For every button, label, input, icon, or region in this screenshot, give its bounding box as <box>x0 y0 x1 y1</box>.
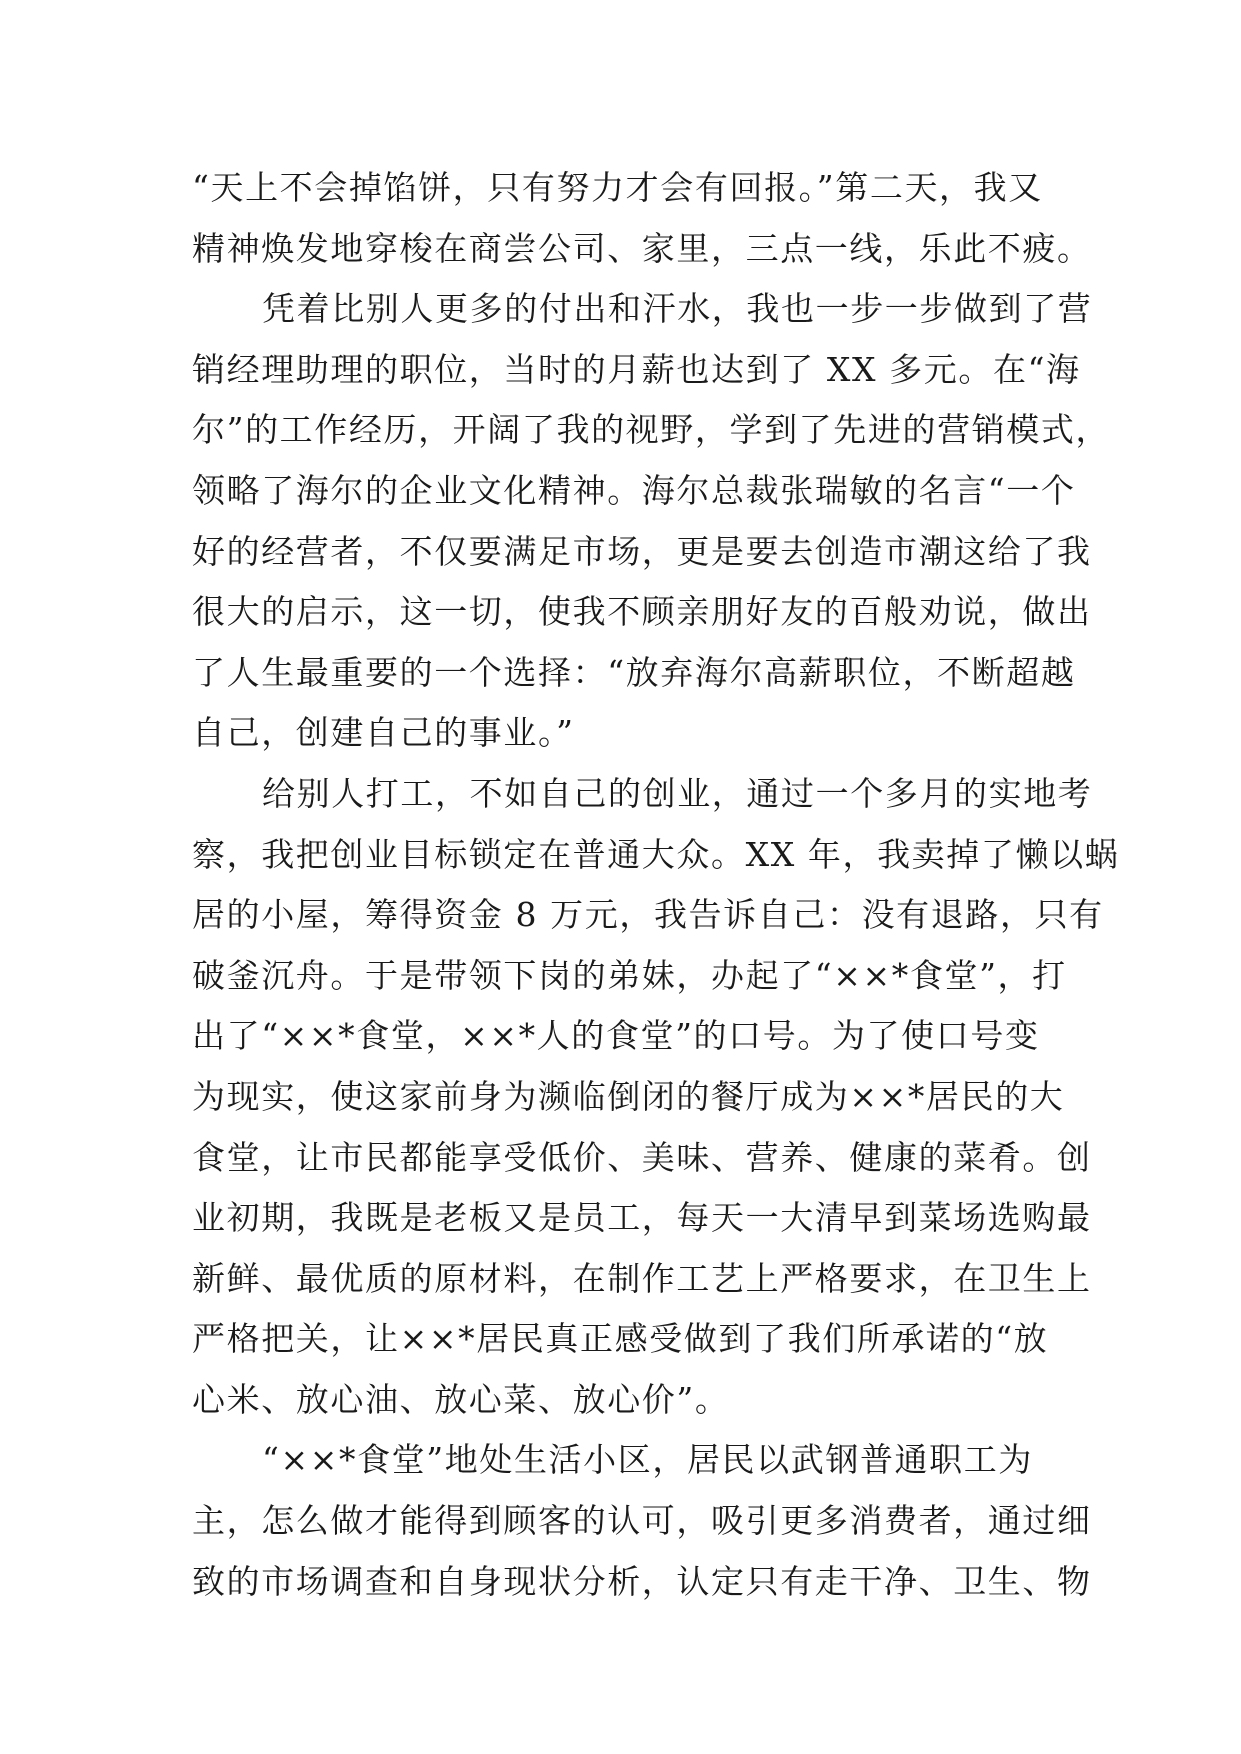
text-line: 尔”的工作经历，开阔了我的视野，学到了先进的营销模式， <box>192 410 1111 450</box>
text-line: 为现实，使这家前身为濒临倒闭的餐厅成为××*居民的大 <box>192 1076 1065 1116</box>
body-text <box>192 158 1120 1612</box>
text-line: 居的小屋，筹得资金 8 万元，我告诉自己：没有退路，只有 <box>192 895 1104 935</box>
text-line: 好的经营者，不仅要满足市场，更是要去创造市潮这给了我 <box>192 531 1092 571</box>
text-line: 出了“××*食堂，××*人的食堂”的口号。为了使口号变 <box>192 1016 1040 1056</box>
text-line: 领略了海尔的企业文化精神。海尔总裁张瑞敏的名言“一个 <box>192 470 1076 510</box>
text-line: 业初期，我既是老板又是员工，每天一大清早到菜场选购最 <box>192 1198 1092 1238</box>
text-line: 破釜沉舟。于是带领下岗的弟妹，办起了“××*食堂”，打 <box>192 955 1067 995</box>
text-line: 了人生最重要的一个选择：“放弃海尔高薪职位，不断超越 <box>192 652 1076 692</box>
text-line: 很大的启示，这一切，使我不顾亲朋好友的百般劝说，做出 <box>192 592 1092 632</box>
text-line: 食堂，让市民都能享受低价、美味、营养、健康的菜肴。创 <box>192 1137 1092 1177</box>
paragraph-start-line: “××*食堂”地处生活小区，居民以武钢普通职工为 <box>262 1440 1033 1480</box>
text-line: 精神焕发地穿梭在商尝公司、家里，三点一线，乐此不疲。 <box>192 228 1092 268</box>
text-line: 销经理助理的职位，当时的月薪也达到了 XX 多元。在“海 <box>192 349 1081 389</box>
paragraph-start-line: 凭着比别人更多的付出和汗水，我也一步一步做到了营 <box>262 289 1093 329</box>
text-line: “天上不会掉馅饼，只有努力才会有回报。”第二天，我又 <box>192 168 1043 207</box>
text-line: 主，怎么做才能得到顾客的认可，吸引更多消费者，通过细 <box>192 1501 1092 1541</box>
text-line: 致的市场调查和自身现状分析，认定只有走干净、卫生、物 <box>192 1561 1092 1601</box>
text-line: 严格把关，让××*居民真正感受做到了我们所承诺的“放 <box>192 1319 1049 1359</box>
text-line: 察，我把创业目标锁定在普通大众。XX 年，我卖掉了懒以蜗 <box>192 834 1120 874</box>
paragraph-start-line: 给别人打工，不如自己的创业，通过一个多月的实地考 <box>262 773 1093 813</box>
text-line: 心米、放心油、放心菜、放心价”。 <box>192 1379 730 1419</box>
text-line: 自己，创建自己的事业。” <box>192 713 575 753</box>
text-line: 新鲜、最优质的原材料，在制作工艺上严格要求，在卫生上 <box>192 1258 1092 1298</box>
